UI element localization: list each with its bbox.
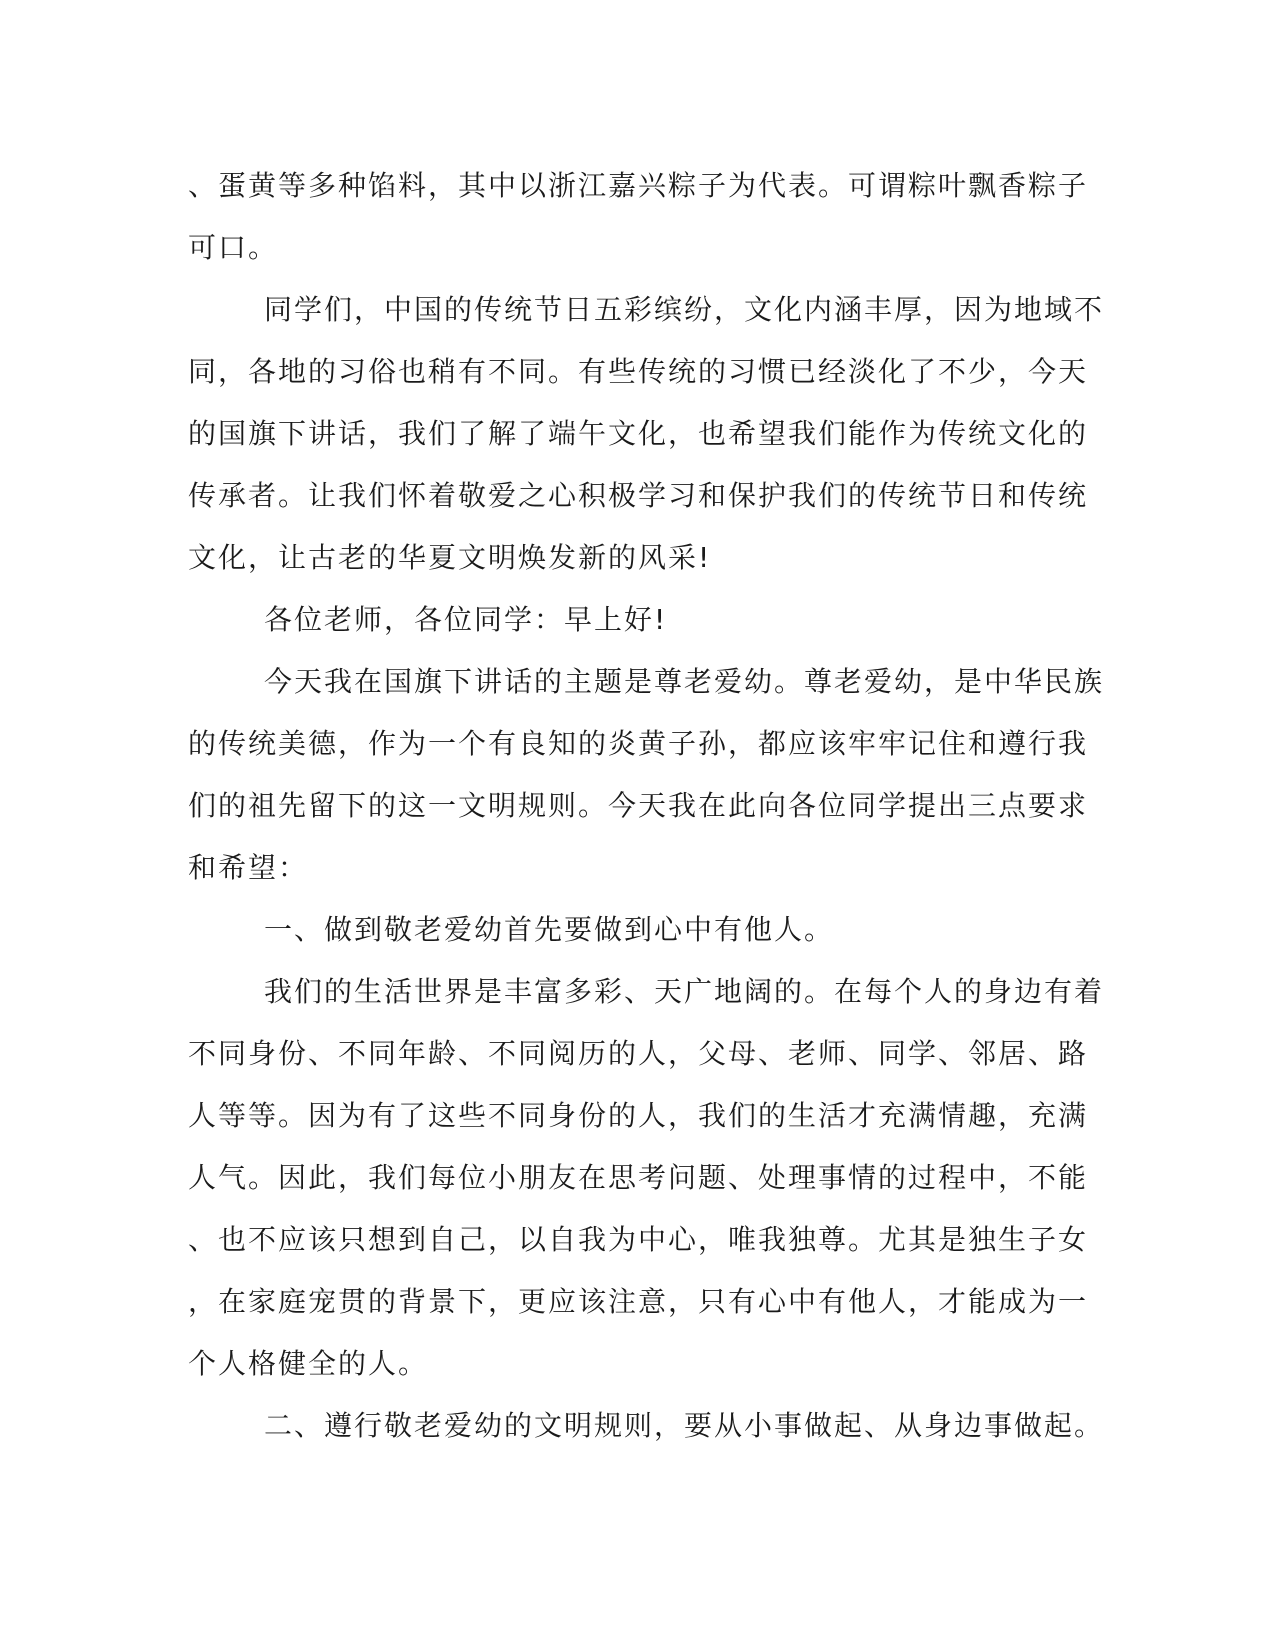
text-line: 的国旗下讲话，我们了解了端午文化，也希望我们能作为传统文化的 (188, 417, 1089, 450)
text-line: 今天我在国旗下讲话的主题是尊老爱幼。尊老爱幼，是中华民族 (264, 665, 1105, 698)
paragraph-topic (188, 651, 1105, 899)
text-line: 二、遵行敬老爱幼的文明规则，要从小事做起、从身边事做起。 (264, 1409, 1105, 1442)
paragraph-continuation (188, 155, 1089, 279)
text-line: 可口。 (188, 231, 279, 264)
paragraph-point-two (188, 1395, 1105, 1457)
paragraph-greeting (188, 589, 1068, 651)
text-line: 个人格健全的人。 (188, 1347, 429, 1380)
paragraph-world (188, 961, 1105, 1395)
text-line: 一、做到敬老爱幼首先要做到心中有他人。 (264, 913, 835, 946)
text-line: 们的祖先留下的这一文明规则。今天我在此向各位同学提出三点要求 (188, 789, 1089, 822)
text-line: 、也不应该只想到自己，以自我为中心，唯我独尊。尤其是独生子女 (188, 1223, 1089, 1256)
text-line: 和希望： (188, 851, 309, 884)
document-body (188, 155, 1105, 1457)
text-line: 传承者。让我们怀着敬爱之心积极学习和保护我们的传统节日和传统 (188, 479, 1089, 512)
text-line: 不同身份、不同年龄、不同阅历的人，父母、老师、同学、邻居、路 (188, 1037, 1089, 1070)
text-line: 的传统美德，作为一个有良知的炎黄子孙，都应该牢牢记住和遵行我 (188, 727, 1089, 760)
text-line: 人等等。因为有了这些不同身份的人，我们的生活才充满情趣，充满 (188, 1099, 1089, 1132)
paragraph-classmates (188, 279, 1105, 589)
text-line: 人气。因此，我们每位小朋友在思考问题、处理事情的过程中，不能 (188, 1161, 1089, 1194)
text-line: 同学们，中国的传统节日五彩缤纷，文化内涵丰厚，因为地域不 (264, 293, 1105, 326)
text-line: 各位老师，各位同学：早上好! (264, 603, 668, 636)
text-line: 文化，让古老的华夏文明焕发新的风采! (188, 541, 712, 574)
paragraph-point-one (188, 899, 1068, 961)
text-line: 同，各地的习俗也稍有不同。有些传统的习惯已经淡化了不少，今天 (188, 355, 1089, 388)
text-line: 、蛋黄等多种馅料，其中以浙江嘉兴粽子为代表。可谓粽叶飘香粽子 (188, 169, 1089, 202)
text-line: 我们的生活世界是丰富多彩、天广地阔的。在每个人的身边有着 (264, 975, 1105, 1008)
text-line: ，在家庭宠贯的背景下，更应该注意，只有心中有他人，才能成为一 (188, 1285, 1089, 1318)
